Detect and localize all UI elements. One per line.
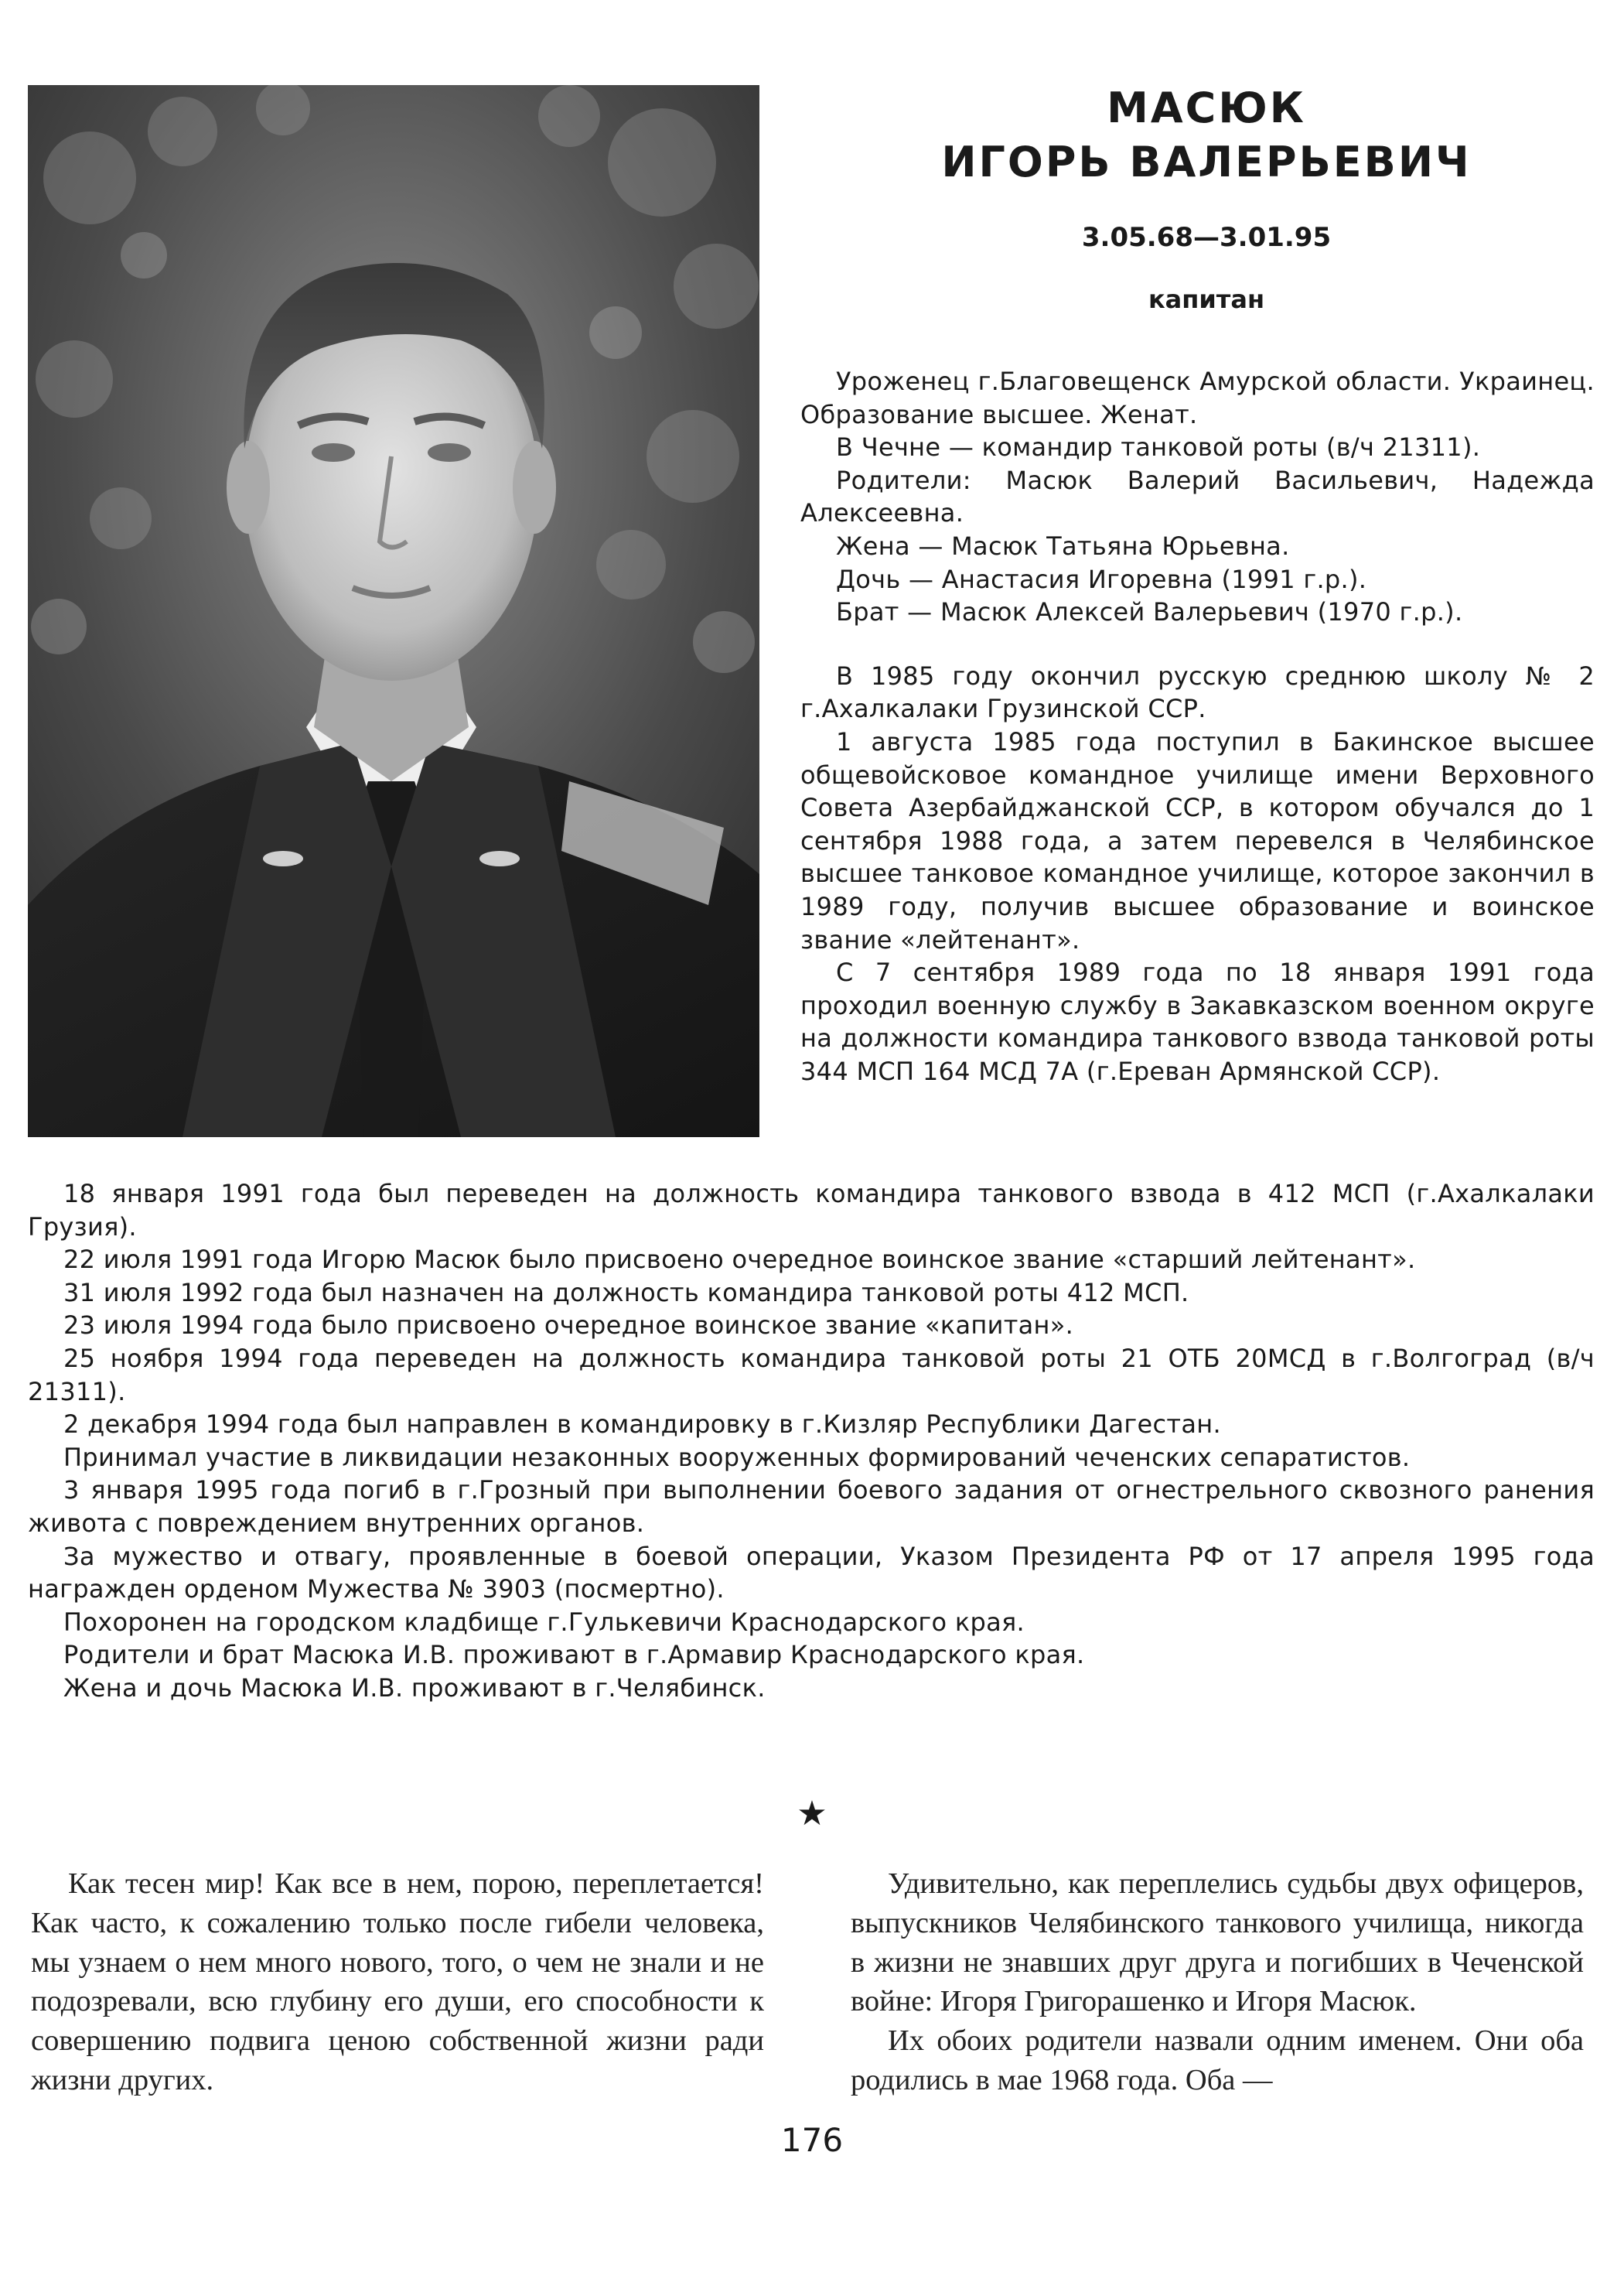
bio-paragraph: 25 ноября 1994 года переведен на должность командира танковой роты 21 ОТБ 20МСД в г.Волгоград (в/ч 21311). (28, 1343, 1595, 1406)
life-dates: 3.05.68—3.01.95 (1081, 222, 1332, 253)
biography-bottom (28, 1177, 1595, 1705)
bio-paragraph: 2 декабря 1994 года был направлен в командировку в г.Кизляр Республики Дагестан. (63, 1409, 1221, 1440)
bio-paragraph: Родители: Масюк Валерий Васильевич, Надежда Алексеевна. (800, 465, 1595, 528)
paragraph-gap (800, 629, 1595, 660)
portrait-illustration (28, 85, 759, 1137)
bio-paragraph: 23 июля 1994 года было присвоено очередное воинское звание «капитан». (63, 1310, 1074, 1341)
bio-paragraph: 31 июля 1992 года был назначен на должность командира танковой роты 412 МСП. (63, 1277, 1189, 1307)
bio-paragraph: Принимал участие в ликвидации незаконных вооруженных формирований чеченских сепаратистов. (63, 1442, 1411, 1472)
essay-left-column (31, 1864, 764, 2100)
bio-paragraph: 22 июля 1991 года Игорю Масюк было присвоено очередное воинское звание «старший лейтенант». (63, 1245, 1416, 1275)
military-rank: капитан (1148, 285, 1265, 314)
bio-paragraph: Жена — Масюк Татьяна Юрьевна. (836, 531, 1290, 561)
surname: МАСЮК (1107, 84, 1306, 132)
bio-paragraph: Жена и дочь Масюка И.В. проживают в г.Челябинск. (63, 1672, 766, 1703)
essay-paragraph: Как тесен мир! Как все в нем, порою, переплетается! Как часто, к сожалению только после гибели человека, мы узнаем о нем много нового, того, о чем не знали и не подозревали, всю глубину его души, его способности к совершению подвига ценою собственной жизни ради жизни других. (31, 1867, 764, 2096)
bio-paragraph: 18 января 1991 года был переведен на должность командира танкового взвода в 412 МСП (г.Ахалкалаки Грузия). (28, 1179, 1595, 1242)
biography-top (800, 365, 1595, 1088)
bio-paragraph: С 7 сентября 1989 года по 18 января 1991 года проходил военную службу в Закавказском военном округе на должности командира танкового взвода танковой роты 344 МСП 164 МСД 7А (г.Ереван Армянской ССР). (800, 958, 1595, 1086)
bio-paragraph: Похоронен на городском кладбище г.Гулькевичи Краснодарского края. (63, 1607, 1025, 1637)
bio-paragraph: 3 января 1995 года погиб в г.Грозный при выполнении боевого задания от огнестрельного сквозного ранения живота с повреждением внутренних органов. (28, 1475, 1595, 1538)
header-block (797, 81, 1616, 315)
given-names: ИГОРЬ ВАЛЕРЬЕВИЧ (941, 138, 1472, 186)
bio-paragraph: Родители и брат Масюка И.В. проживают в г.Армавир Краснодарского края. (63, 1640, 1085, 1670)
bio-paragraph: Уроженец г.Благовещенск Амурской области. Украинец. Образование высшее. Женат. (800, 367, 1595, 429)
essay-paragraph: Удивительно, как переплелись судьбы двух офицеров, выпускников Челябинского танкового училища, никогда в жизни не знавших друг друга и погибших в Чеченской войне: Игоря Григорашенко и Игоря Масюк. (851, 1867, 1584, 2018)
star-separator-icon: ★ (797, 1794, 827, 1833)
bio-paragraph: 1 августа 1985 года поступил в Бакинское высшее общевойсковое командное училище имени Верховного Совета Азербайджанской ССР, в котором обучался до 1 сентября 1988 года, а затем перевелся в Челябинское высшее танковое командное училище, которое закончил в 1989 году, получив высшее образование и воинское звание «лейтенант». (800, 726, 1595, 955)
essay-paragraph: Их обоих родители назвали одним именем. Они оба родились в мае 1968 года. Оба — (851, 2024, 1584, 2096)
bio-paragraph: В 1985 году окончил русскую среднюю школу № 2 г.Ахалкалаки Грузинской ССР. (800, 661, 1595, 724)
bio-paragraph: Брат — Масюк Алексей Валерьевич (1970 г.р.). (836, 597, 1463, 627)
bio-paragraph: За мужество и отвагу, проявленные в боевой операции, Указом Президента РФ от 17 апреля 1995 года награжден орденом Мужества № 3903 (посмертно). (28, 1541, 1595, 1604)
bio-paragraph: Дочь — Анастасия Игоревна (1991 г.р.). (836, 564, 1367, 594)
page-number: 176 (780, 2121, 844, 2159)
portrait-photo (28, 85, 759, 1137)
essay-right-column (851, 1864, 1584, 2100)
bio-paragraph: В Чечне — командир танковой роты (в/ч 21311). (836, 432, 1481, 463)
